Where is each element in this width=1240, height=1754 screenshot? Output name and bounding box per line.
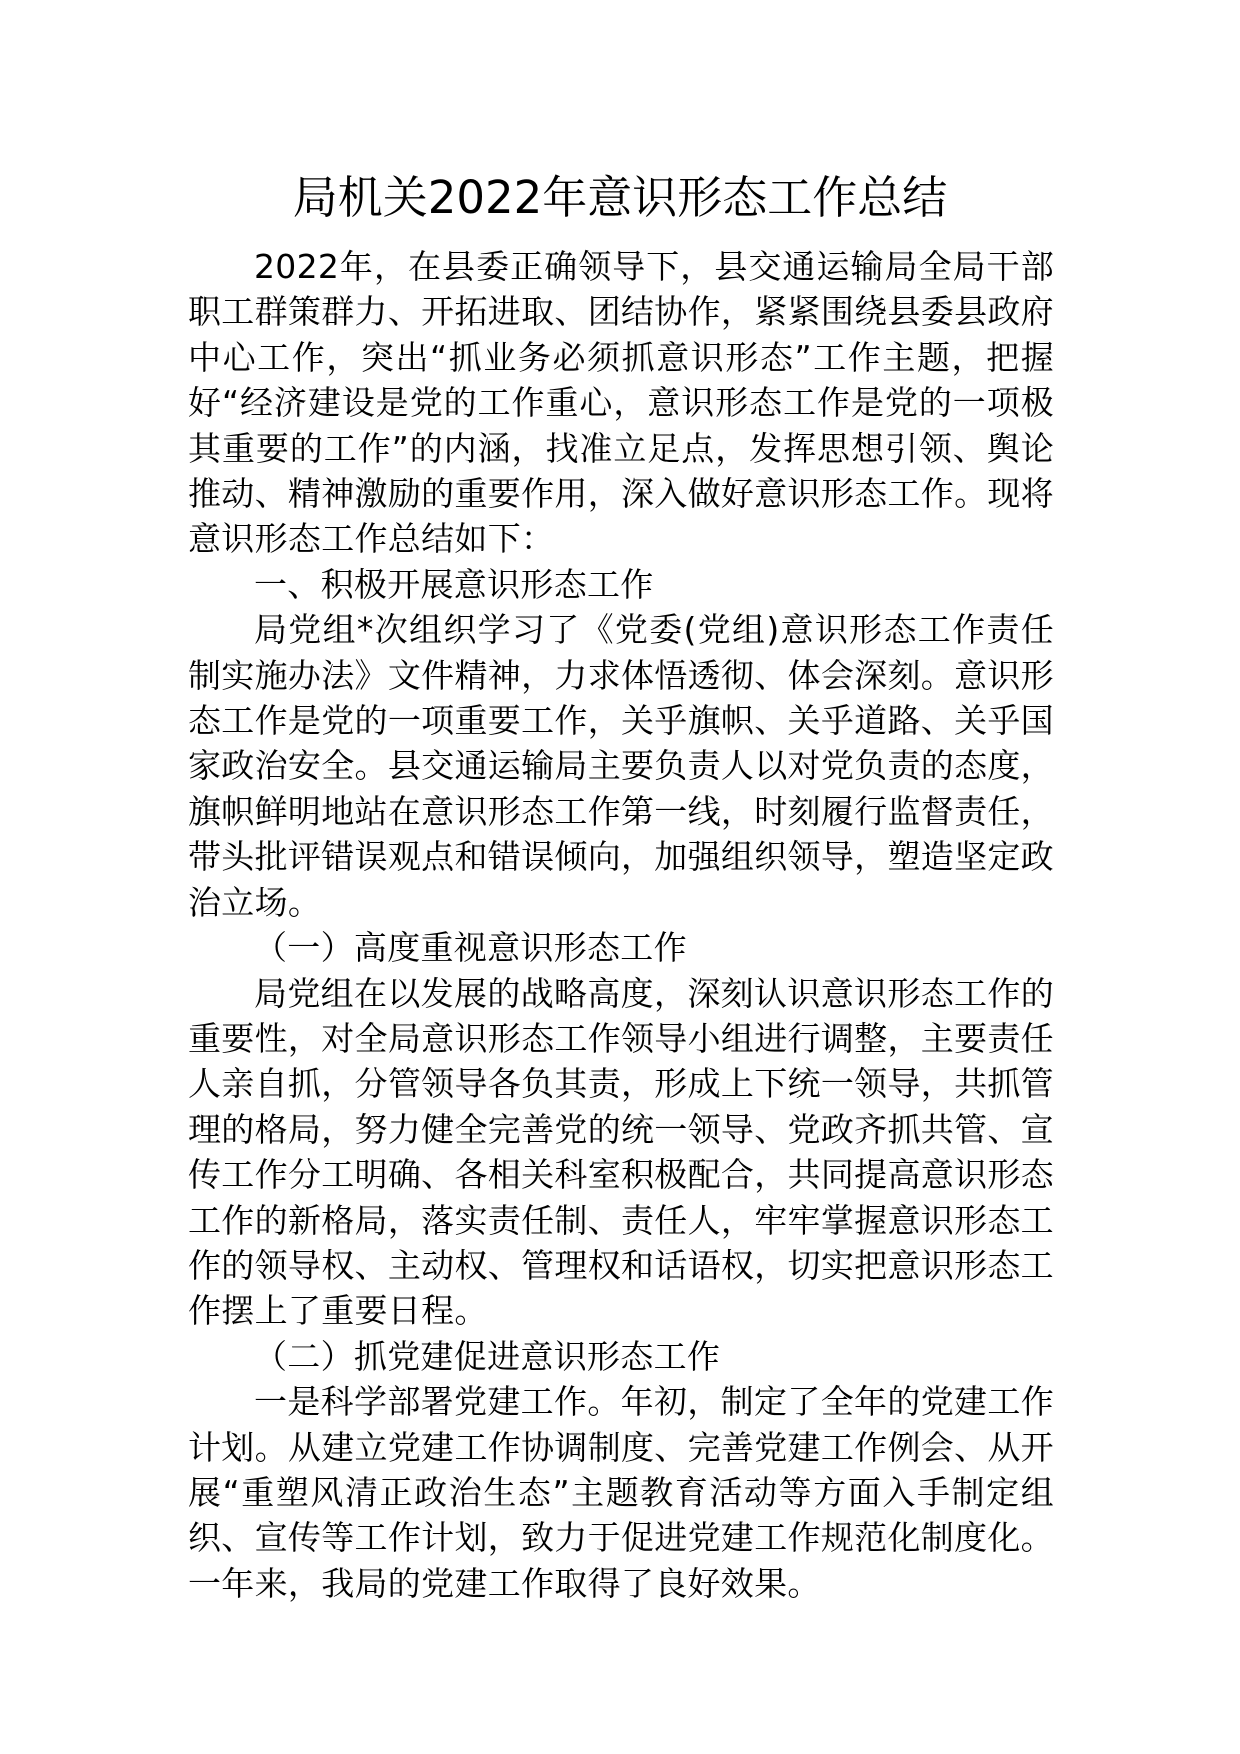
subsection-heading-1: （一）高度重视意识形态工作 <box>254 928 687 968</box>
subsection-1-paragraph: 局党组在以发展的战略高度，深刻认识意识形态工作的重要性，对全局意识形态工作领导小组进行调整，主要责任人亲自抓，分管领导各负其责，形成上下统一领导，共抓管理的格局，努力健全完善党的统一领导、党政齐抓共管、宣传工作分工明确、各相关科室积极配合，共同提高意识形态工作的新格局，落实责任制、责任人，牢牢掌握意识形态工作的领导权、主动权、管理权和话语权，切实把意识形态工作摆上了重要日程。 <box>188 973 1054 1331</box>
subsection-2-paragraph: 一是科学部署党建工作。年初，制定了全年的党建工作计划。从建立党建工作协调制度、完善党建工作例会、从开展“重塑风清正政治生态”主题教育活动等方面入手制定组织、宣传等工作计划，致力于促进党建工作规范化制度化。一年来，我局的党建工作取得了良好效果。 <box>188 1382 1054 1603</box>
section-heading-1: 一、积极开展意识形态工作 <box>254 564 654 604</box>
document-title: 局机关2022年意识形态工作总结 <box>292 171 948 224</box>
subsection-heading-2: （二）抓党建促进意识形态工作 <box>254 1336 721 1376</box>
intro-paragraph: 2022年，在县委正确领导下，县交通运输局全局干部职工群策群力、开拓进取、团结协作，紧紧围绕县委县政府中心工作，突出“抓业务必须抓意识形态”工作主题，把握好“经济建设是党的工作重心，意识形态工作是党的一项极其重要的工作”的内涵，找准立足点，发挥思想引领、舆论推动、精神激励的重要作用，深入做好意识形态工作。现将意识形态工作总结如下： <box>188 247 1054 559</box>
document-body <box>188 244 1054 1606</box>
section-1-paragraph: 局党组*次组织学习了《党委(党组)意识形态工作责任制实施办法》文件精神，力求体悟透彻、体会深刻。意识形态工作是党的一项重要工作，关乎旗帜、关乎道路、关乎国家政治安全。县交通运输局主要负责人以对党负责的态度，旗帜鲜明地站在意识形态工作第一线，时刻履行监督责任，带头批评错误观点和错误倾向，加强组织领导，塑造坚定政治立场。 <box>188 610 1054 922</box>
